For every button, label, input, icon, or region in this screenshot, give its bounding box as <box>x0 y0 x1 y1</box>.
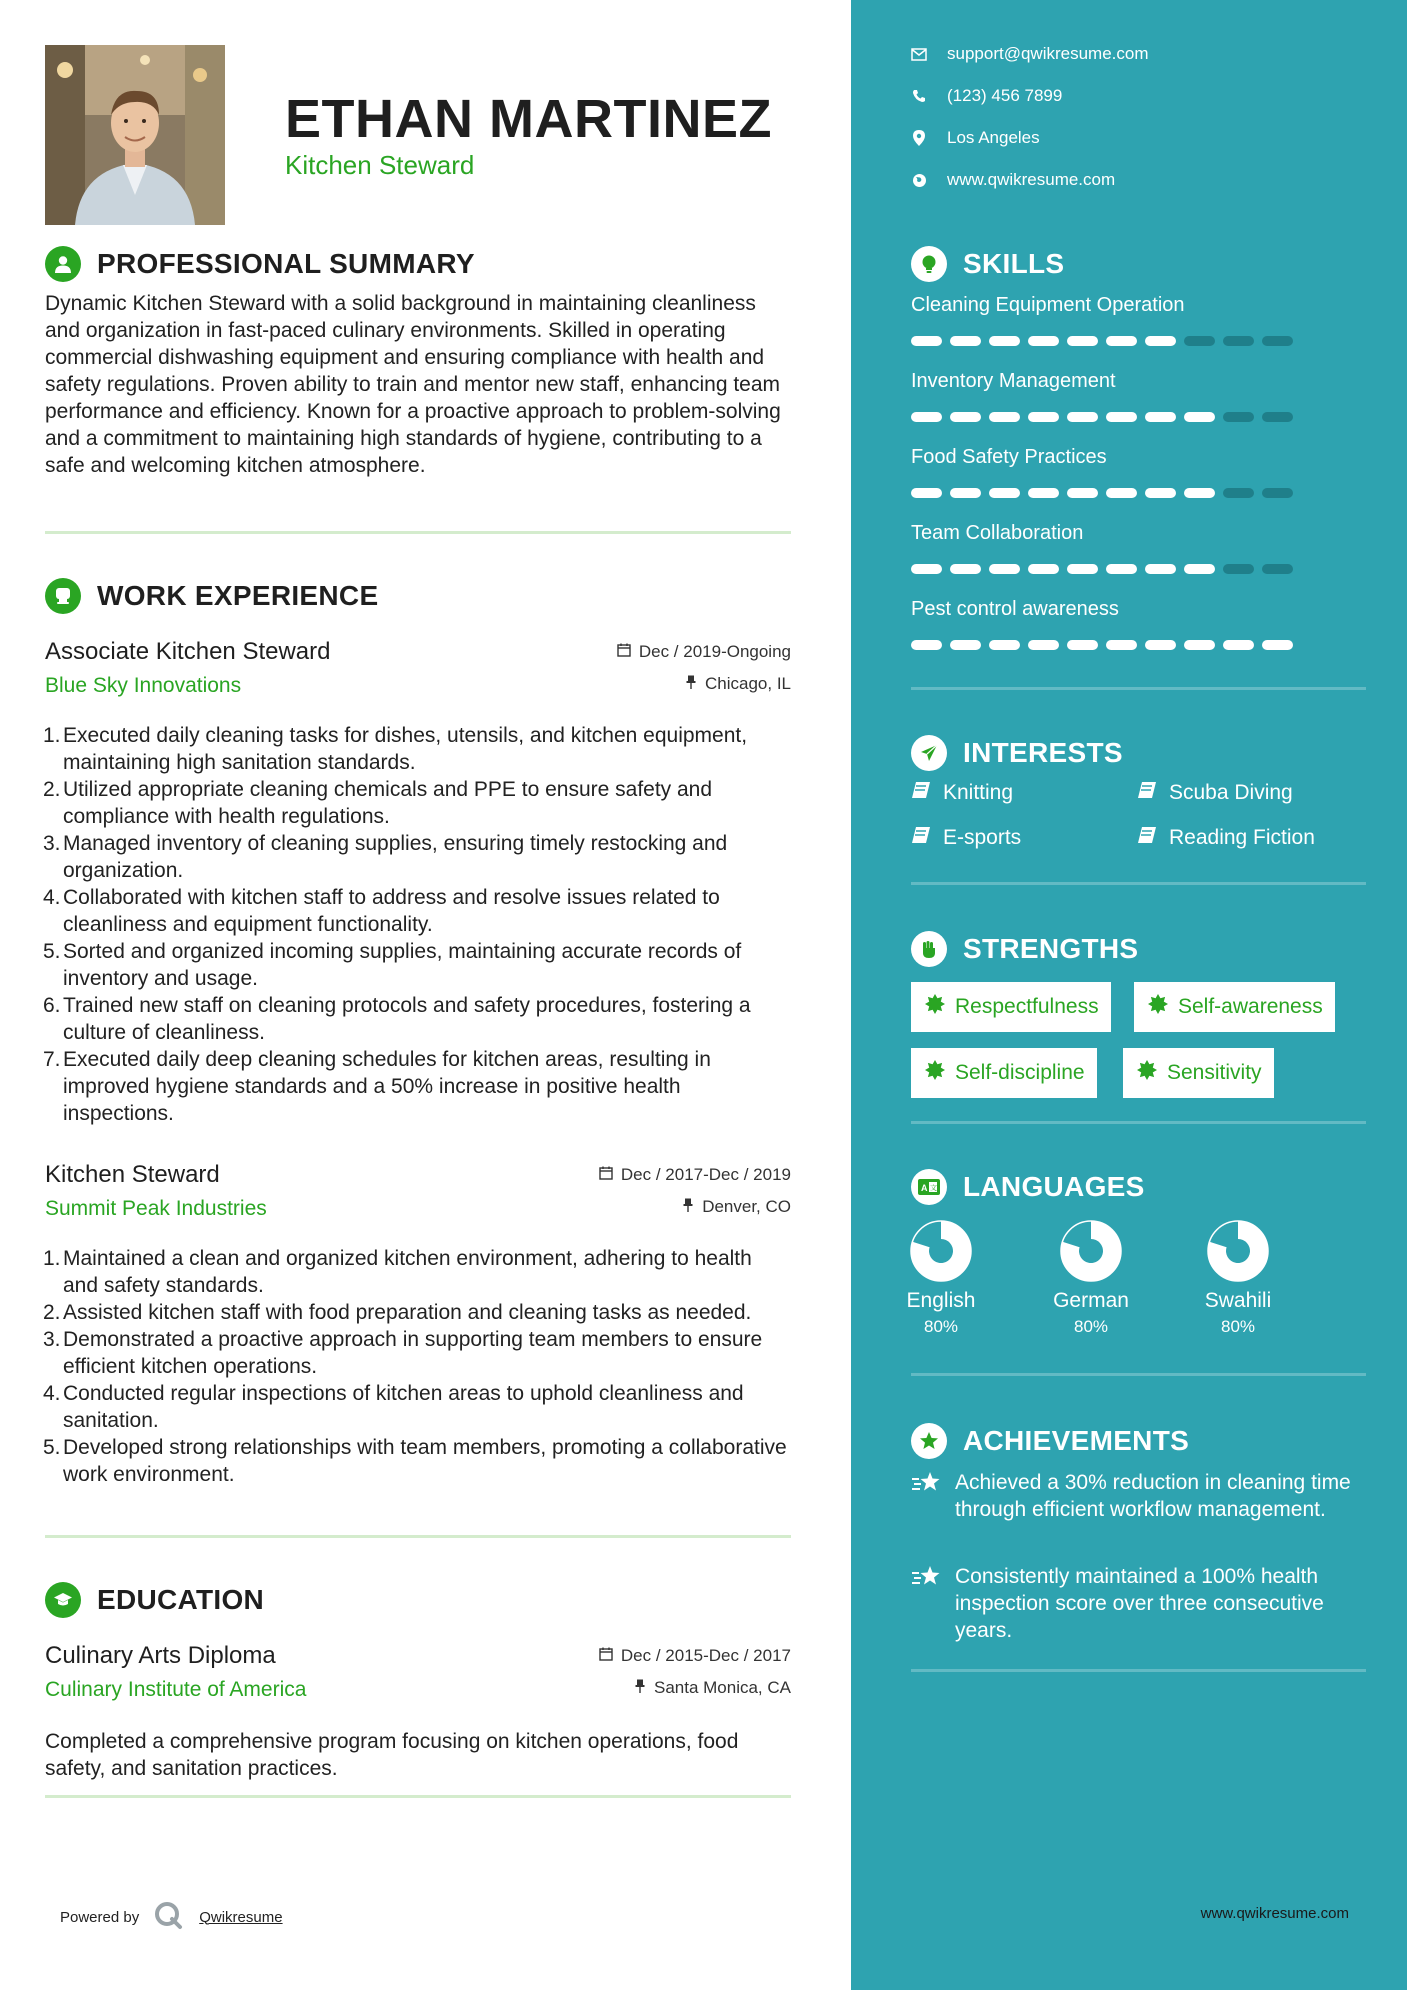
achievement-item <box>911 1563 1366 1644</box>
skill-segment <box>1028 564 1059 574</box>
skill-segment <box>1145 640 1176 650</box>
education-title: EDUCATION <box>97 1584 265 1615</box>
skill-rating-bar <box>911 640 1301 650</box>
education-date <box>599 1646 791 1666</box>
job-bullets <box>45 722 791 1127</box>
language-name: German <box>1053 1289 1129 1312</box>
contact-location-text: Los Angeles <box>947 128 1040 147</box>
education-description: Completed a comprehensive program focusing on kitchen operations, food safety, and sanitation practices. <box>45 1730 739 1780</box>
degree-title: Culinary Arts Diploma <box>45 1642 276 1669</box>
interests-header <box>911 733 1366 773</box>
job-location-text: Denver, CO <box>702 1197 791 1216</box>
skill-segment <box>950 640 981 650</box>
skill-segment <box>1184 412 1215 422</box>
globe-icon <box>911 172 927 188</box>
job-bullets <box>45 1245 791 1488</box>
skill-rating-bar <box>911 488 1301 498</box>
job-header <box>45 638 791 708</box>
skill-segment <box>1145 412 1176 422</box>
divider <box>45 531 791 534</box>
qwikresume-logo-icon <box>153 1900 183 1934</box>
skill-segment <box>1184 564 1215 574</box>
skill-segment <box>989 336 1020 346</box>
job-entry <box>45 1161 791 1488</box>
skill-segment <box>1106 488 1137 498</box>
summary-title: PROFESSIONAL SUMMARY <box>97 248 475 279</box>
skill-segment <box>1145 564 1176 574</box>
language-name: English <box>906 1289 976 1312</box>
powered-by-label: Powered by <box>60 1908 140 1926</box>
achievements-section <box>911 1421 1366 1671</box>
list-item: 4. Conducted regular inspections of kitchen areas to uphold cleanliness and sanitation. <box>43 1382 744 1432</box>
divider <box>45 1535 791 1538</box>
experience-title: WORK EXPERIENCE <box>97 580 379 611</box>
strength-tag <box>1134 982 1335 1032</box>
badge-icon <box>925 1060 945 1086</box>
powered-by <box>60 1900 283 1934</box>
skill-name: Team Collaboration <box>911 522 1084 544</box>
skill-item <box>911 598 1366 621</box>
skill-name: Food Safety Practices <box>911 446 1107 468</box>
book-icon <box>911 781 931 805</box>
education-location <box>634 1678 791 1698</box>
language-percent: 80% <box>1220 1317 1256 1336</box>
skill-segment <box>1067 336 1098 346</box>
achievement-text: Achieved a 30% reduction in cleaning time through efficient workflow management. <box>955 1471 1351 1521</box>
lightbulb-icon <box>911 246 947 282</box>
job-entry <box>45 638 791 1127</box>
skill-segment <box>911 488 942 498</box>
job-title: Associate Kitchen Steward <box>45 638 331 665</box>
skill-segment <box>1262 564 1293 574</box>
job-location <box>685 674 791 694</box>
skill-rating-bar <box>911 564 1301 574</box>
user-icon <box>45 246 81 282</box>
skill-segment <box>1028 640 1059 650</box>
list-item: 5. Sorted and organized incoming supplies, maintaining accurate records of inventory and usage. <box>43 940 742 990</box>
language-name: Swahili <box>1204 1289 1272 1312</box>
languages-section <box>906 1167 1366 1357</box>
skill-rating-bar <box>911 336 1301 346</box>
summary-header <box>45 244 791 284</box>
calendar-icon <box>617 642 631 662</box>
achievements-header <box>911 1421 1366 1461</box>
education-entry-header <box>45 1642 791 1712</box>
calendar-icon <box>599 1165 613 1185</box>
list-item: 2. Utilized appropriate cleaning chemicals and PPE to ensure safety and compliance with health regulations. <box>43 778 713 828</box>
sidebar <box>851 0 1407 1990</box>
skill-name: Cleaning Equipment Operation <box>911 294 1185 316</box>
skill-segment <box>950 488 981 498</box>
skill-segment <box>989 412 1020 422</box>
strengths-title: STRENGTHS <box>963 933 1139 964</box>
interest-item <box>1137 826 1315 850</box>
skill-segment <box>911 640 942 650</box>
contact-location <box>911 128 1040 148</box>
contact-website-text: www.qwikresume.com <box>947 170 1116 189</box>
job-date-text: Dec / 2019-Ongoing <box>638 642 791 661</box>
skill-segment <box>1184 640 1215 650</box>
interests-title: INTERESTS <box>963 737 1123 768</box>
skill-item <box>911 370 1366 393</box>
interest-label: E-sports <box>943 826 1022 849</box>
translate-icon <box>911 1169 947 1205</box>
school-name: Culinary Institute of America <box>45 1678 307 1701</box>
skill-segment <box>989 488 1020 498</box>
skill-segment <box>911 336 942 346</box>
job-company: Blue Sky Innovations <box>45 674 242 697</box>
skill-segment <box>1223 640 1254 650</box>
language-percent: 80% <box>1073 1317 1109 1336</box>
language-item <box>1183 1219 1293 1337</box>
skill-segment <box>1067 412 1098 422</box>
list-item: 3. Demonstrated a proactive approach in supporting team members to ensure efficient kitchen operations. <box>43 1328 763 1378</box>
skill-segment <box>950 564 981 574</box>
strength-label: Self-discipline <box>955 1061 1085 1084</box>
skill-segment <box>1145 336 1176 346</box>
strength-label: Sensitivity <box>1167 1061 1262 1084</box>
interests-section <box>911 733 1366 873</box>
skill-segment <box>1067 564 1098 574</box>
interest-item <box>911 781 1013 805</box>
strengths-section <box>911 929 1366 1109</box>
skill-segment <box>1028 488 1059 498</box>
skill-segment <box>1184 488 1215 498</box>
skill-segment <box>1067 488 1098 498</box>
badge-icon <box>1148 994 1168 1020</box>
skill-segment <box>1106 336 1137 346</box>
badge-icon <box>1137 1060 1157 1086</box>
skill-item <box>911 522 1366 545</box>
skill-segment <box>1184 336 1215 346</box>
education-section <box>45 1580 791 1782</box>
language-percent: 80% <box>923 1317 959 1336</box>
achievement-text: Consistently maintained a 100% health inspection score over three consecutive years. <box>955 1565 1324 1642</box>
languages-title: LANGUAGES <box>963 1171 1145 1202</box>
calendar-icon <box>599 1646 613 1666</box>
shooting-star-icon <box>911 1565 943 1644</box>
strengths-header <box>911 929 1366 969</box>
interest-label: Scuba Diving <box>1169 781 1293 804</box>
skill-segment <box>1106 564 1137 574</box>
book-icon <box>1137 781 1157 805</box>
pin-icon <box>682 1197 694 1217</box>
skills-section <box>911 244 1366 684</box>
fist-icon <box>911 931 947 967</box>
book-icon <box>1137 826 1157 850</box>
svg-text:A: A <box>921 1183 928 1193</box>
education-date-text: Dec / 2015-Dec / 2017 <box>620 1646 791 1665</box>
skill-segment <box>950 412 981 422</box>
pin-icon <box>634 1678 646 1698</box>
job-location <box>682 1197 791 1217</box>
skill-segment <box>1223 564 1254 574</box>
divider <box>911 687 1366 690</box>
contact-phone[interactable] <box>911 86 1062 106</box>
phone-icon <box>911 88 927 104</box>
education-header <box>45 1580 791 1620</box>
shooting-star-icon <box>911 1471 943 1523</box>
job-date <box>599 1165 791 1185</box>
languages-header <box>911 1167 1366 1207</box>
skill-name: Inventory Management <box>911 370 1116 392</box>
svg-text:文: 文 <box>930 1185 937 1192</box>
job-header <box>45 1161 791 1231</box>
interest-item <box>1137 781 1293 805</box>
strength-tag <box>911 1048 1097 1098</box>
strength-tag <box>1123 1048 1274 1098</box>
divider <box>911 1669 1366 1672</box>
list-item: 5. Developed strong relationships with team members, promoting a collaborative work environment. <box>43 1436 787 1486</box>
candidate-name: ETHAN MARTINEZ <box>285 89 772 149</box>
language-progress-ring <box>1206 1219 1270 1283</box>
divider <box>45 1795 791 1798</box>
pin-icon <box>685 674 697 694</box>
skill-segment <box>950 336 981 346</box>
experience-header <box>45 576 791 616</box>
paper-plane-icon <box>911 735 947 771</box>
strength-label: Self-awareness <box>1178 995 1323 1018</box>
contact-email[interactable] <box>911 44 1149 64</box>
contact-email-text: support@qwikresume.com <box>947 44 1149 63</box>
skill-segment <box>1262 412 1293 422</box>
list-item: 3. Managed inventory of cleaning supplies, ensuring timely restocking and organization. <box>43 832 728 882</box>
list-item: 6. Trained new staff on cleaning protocols and safety procedures, fostering a culture of cleanliness. <box>43 994 751 1044</box>
contact-phone-text: (123) 456 7899 <box>947 86 1063 105</box>
list-item: 2. Assisted kitchen staff with food preparation and cleaning tasks as needed. <box>43 1301 752 1324</box>
job-location-text: Chicago, IL <box>705 674 791 693</box>
star-badge-icon <box>911 1423 947 1459</box>
skill-segment <box>1262 640 1293 650</box>
interest-label: Reading Fiction <box>1169 826 1315 849</box>
strength-label: Respectfulness <box>955 995 1099 1018</box>
map-marker-icon <box>911 130 927 146</box>
language-progress-ring <box>909 1219 973 1283</box>
skill-item <box>911 294 1366 317</box>
summary-section <box>45 244 791 479</box>
skill-segment <box>911 412 942 422</box>
skill-segment <box>1067 640 1098 650</box>
skill-segment <box>1145 488 1176 498</box>
skill-segment <box>1223 336 1254 346</box>
contact-website[interactable] <box>911 170 1115 190</box>
skill-segment <box>1106 412 1137 422</box>
skill-segment <box>989 640 1020 650</box>
skill-segment <box>911 564 942 574</box>
briefcase-icon <box>45 578 81 614</box>
achievements-title: ACHIEVEMENTS <box>963 1425 1190 1456</box>
skill-segment <box>1262 336 1293 346</box>
candidate-role: Kitchen Steward <box>285 150 475 180</box>
divider <box>911 882 1366 885</box>
language-progress-ring <box>1059 1219 1123 1283</box>
skill-item <box>911 446 1366 469</box>
book-icon <box>911 826 931 850</box>
skill-segment <box>1223 488 1254 498</box>
divider <box>911 1373 1366 1376</box>
strength-tag <box>911 982 1111 1032</box>
list-item: 4. Collaborated with kitchen staff to address and resolve issues related to cleanliness and equipment functionality. <box>43 886 720 936</box>
graduation-cap-icon <box>45 1582 81 1618</box>
skill-rating-bar <box>911 412 1301 422</box>
skill-segment <box>1223 412 1254 422</box>
interest-item <box>911 826 1021 850</box>
job-company: Summit Peak Industries <box>45 1197 267 1220</box>
profile-photo <box>45 45 225 225</box>
skills-title: SKILLS <box>963 248 1065 279</box>
experience-section <box>45 576 791 1488</box>
list-item: 1. Executed daily cleaning tasks for dishes, utensils, and kitchen equipment, maintaining high sanitation standards. <box>43 724 748 774</box>
divider <box>911 1121 1366 1124</box>
interest-label: Knitting <box>943 781 1014 804</box>
skill-segment <box>1262 488 1293 498</box>
badge-icon <box>925 994 945 1020</box>
job-date <box>617 642 791 662</box>
language-item <box>1036 1219 1146 1337</box>
skill-segment <box>1106 640 1137 650</box>
achievement-item <box>911 1469 1366 1523</box>
summary-text: Dynamic Kitchen Steward with a solid background in maintaining cleanliness and organization in fast-paced culinary environments. Skilled in operating commercial dishwashing equipment and ensuring compliance with health and safety regulations. Proven ability to train and mentor new staff, enhancing team performance and efficiency. Known for a proactive approach to problem-solving and a commitment to maintaining high standards of hygiene, contributing to a safe and welcoming kitchen atmosphere. <box>45 292 781 477</box>
skills-header <box>911 244 1366 284</box>
list-item: 7. Executed daily deep cleaning schedules for kitchen areas, resulting in improved hygiene standards and a 50% increase in positive health inspections. <box>43 1048 711 1125</box>
job-title: Kitchen Steward <box>45 1161 220 1188</box>
job-date-text: Dec / 2017-Dec / 2019 <box>620 1165 791 1184</box>
skill-name: Pest control awareness <box>911 598 1119 620</box>
language-item <box>886 1219 996 1337</box>
education-entry <box>45 1642 791 1782</box>
footer-website[interactable]: www.qwikresume.com <box>1200 1905 1349 1922</box>
skill-segment <box>1028 336 1059 346</box>
envelope-icon <box>911 46 927 62</box>
list-item: 1. Maintained a clean and organized kitchen environment, adhering to health and safety standards. <box>43 1247 752 1297</box>
skill-segment <box>1028 412 1059 422</box>
skill-segment <box>989 564 1020 574</box>
education-location-text: Santa Monica, CA <box>653 1678 791 1697</box>
qwikresume-link[interactable]: Qwikresume <box>199 1908 283 1926</box>
